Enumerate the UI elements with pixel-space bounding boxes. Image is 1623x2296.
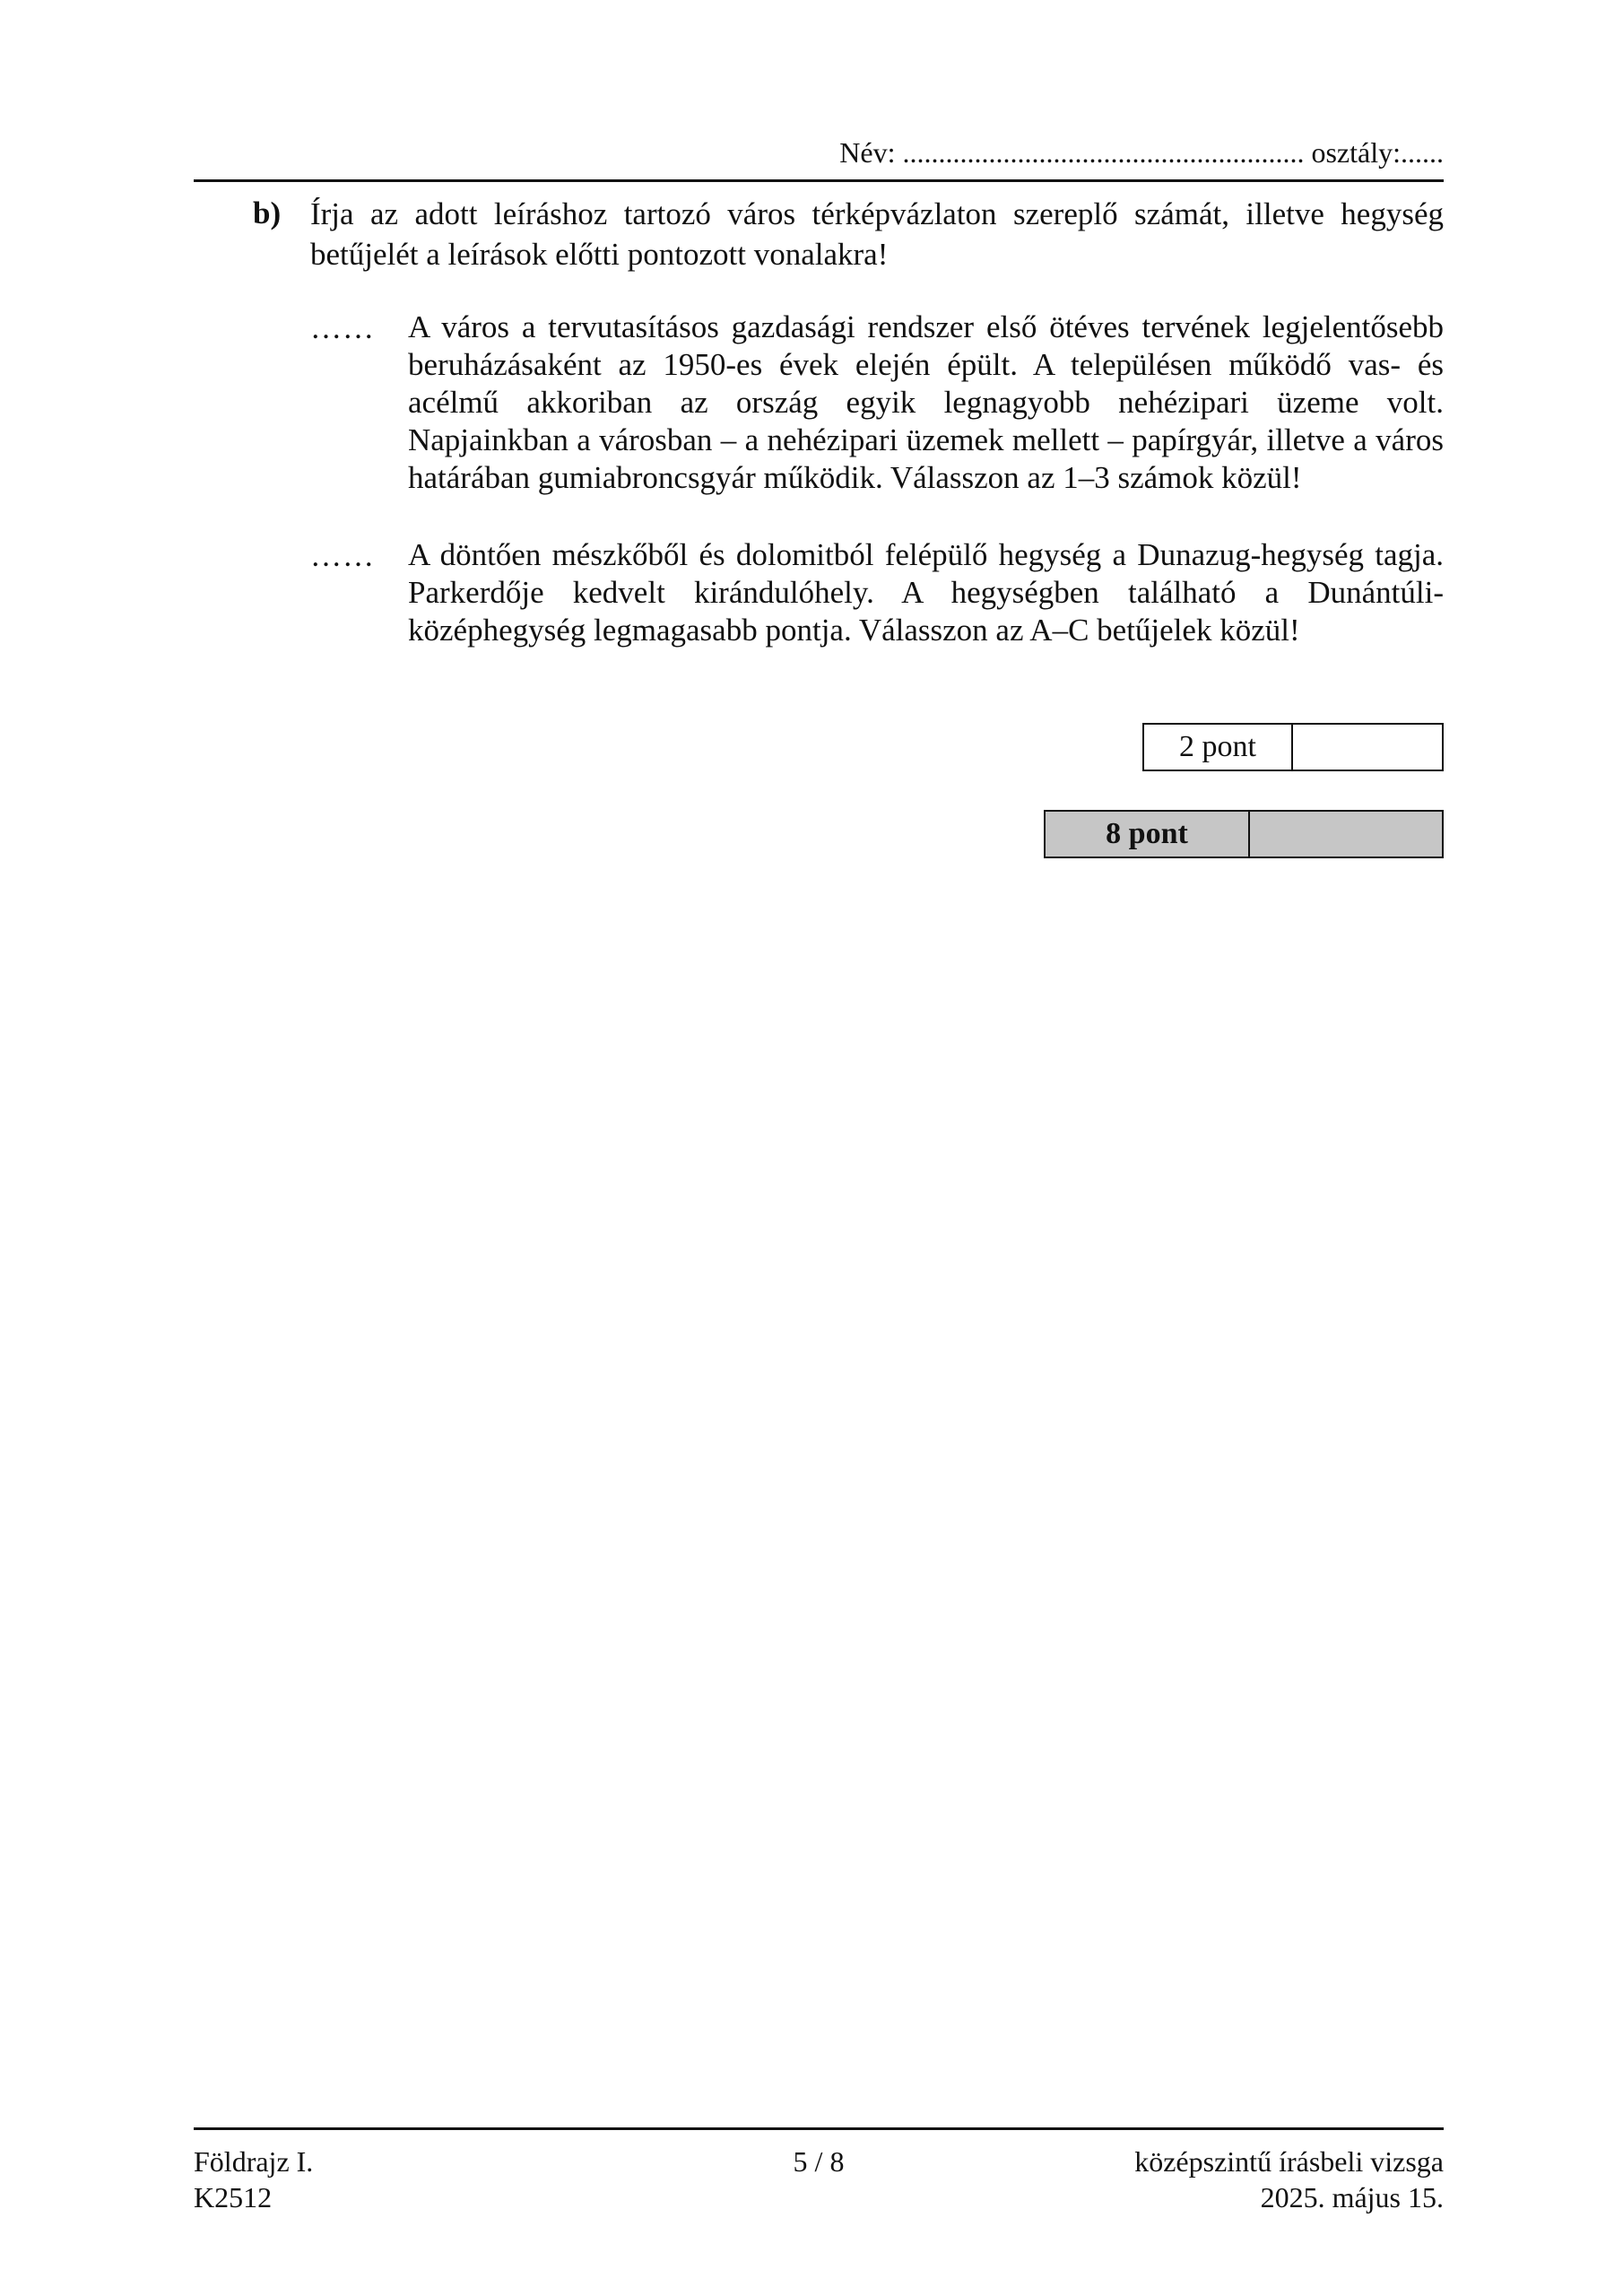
score-label: 2 pont bbox=[1144, 725, 1293, 770]
footer-right bbox=[1134, 2144, 1444, 2215]
total-score-entry-cell[interactable] bbox=[1250, 812, 1442, 857]
footer-code: K2512 bbox=[194, 2181, 273, 2213]
footer-date: 2025. május 15. bbox=[1260, 2181, 1444, 2213]
footer-exam-type: középszintű írásbeli vizsga bbox=[1134, 2145, 1444, 2178]
answer-blank-2[interactable]: …… bbox=[310, 538, 375, 573]
total-score-label: 8 pont bbox=[1046, 812, 1250, 857]
footer-divider bbox=[194, 2127, 1444, 2130]
answer-blank-1[interactable]: …… bbox=[310, 310, 375, 345]
total-score-box bbox=[1044, 810, 1444, 858]
score-entry-cell[interactable] bbox=[1293, 725, 1442, 770]
footer-subject: Földrajz I. bbox=[194, 2145, 314, 2178]
question-instruction: Írja az adott leíráshoz tartozó város térképvázlaton szereplő számát, illetve hegység betűjelét a leírások előtti pontozott vonalakra! bbox=[310, 196, 1444, 272]
description-mountain: A döntően mészkőből és dolomitból felépülő hegység a Dunazug-hegység tagja. Parkerdője kedvelt kirándulóhely. A hegységben található a Dunántúli-középhegység legmagasabb pontja. Válasszon az A–C betűjelek közül! bbox=[408, 537, 1444, 648]
footer-page-number: 5 / 8 bbox=[793, 2145, 845, 2178]
header-divider bbox=[194, 179, 1444, 182]
name-class-line: Név: ........................................................ osztály:...... bbox=[839, 136, 1444, 169]
question-label: b) bbox=[253, 196, 282, 230]
description-city: A város a tervutasításos gazdasági rendszer első ötéves tervének legjelentősebb beruházásaként az 1950-es évek elején épült. A településen működő vas- és acélmű akkoriban az ország egyik legnagyobb nehézipari üzeme volt. Napjainkban a városban – a nehézipari üzemek mellett – papírgyár, illetve a város határában gumiabroncsgyár működik. Válasszon az 1–3 számok közül! bbox=[408, 309, 1444, 495]
score-box bbox=[1142, 723, 1444, 771]
